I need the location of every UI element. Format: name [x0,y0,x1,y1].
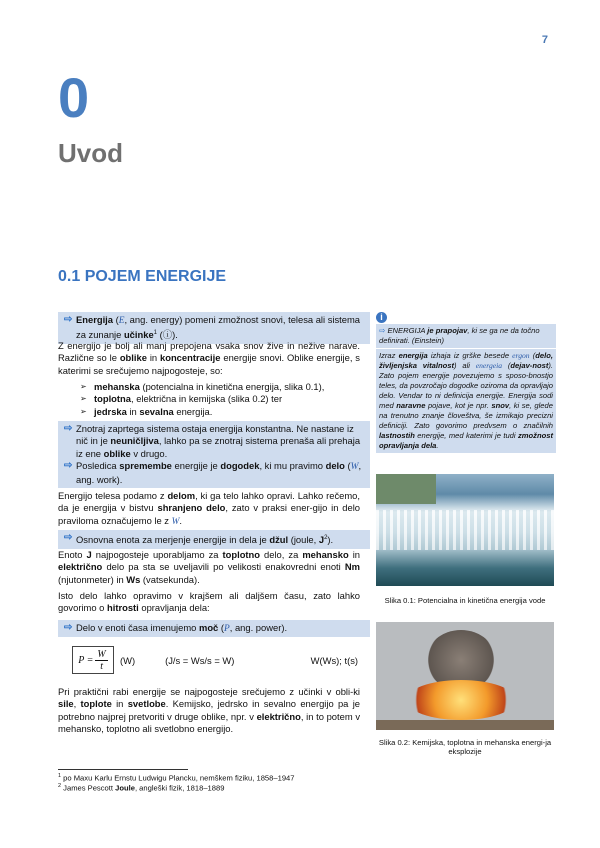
text: (ⓘ). [157,329,178,341]
term: mehanska [94,381,140,392]
symbol: E [118,316,125,326]
text: ). [327,534,334,546]
text: Energijo telesa podamo z [58,490,168,501]
term: sile [58,698,74,710]
page-number: 7 [541,34,548,46]
text: energije je [171,460,221,472]
arrow-right-icon: ⇨ [64,423,73,434]
waterfall-streaks [376,510,554,550]
term: džul [269,534,289,546]
term: sevalna [139,405,174,417]
term: zmožnost opravljanja dela [379,431,553,450]
chapter-title: Uvod [58,138,123,168]
definition-box-conservation [58,421,370,488]
term: moč [198,622,219,633]
sidebar-etymology [376,349,556,453]
list-item [80,381,360,393]
formula-variables: W(Ws); t(s) [310,654,358,666]
definition-box-power [58,620,370,637]
text: energije, med katerimi je tudi [414,431,518,440]
arrow-right-icon: ⇨ [64,314,73,325]
symbol: W [171,516,180,527]
text: energije snovi. Oblike energije, s katerimi se srečujemo najpogosteje, so: [58,352,360,376]
text: Z energijo je bolj ali manj prepojena vsaka snov žive in nežive narave. Različne so le [58,340,360,364]
text: , električna in kemijska (slika 0.2) ter [130,393,283,405]
footnote-marker: 2 [58,783,62,789]
term: delo, življenjska vitalnost [379,351,554,370]
figure-caption-2: Slika 0.2: Kemijska, toplotna in mehanska energi-ja eksplozije [378,738,552,756]
paragraph-forms [58,340,360,377]
text: ). Zato pojem energije povezujemo s sposo-bnostjo teles, da povzročajo dogodke oziroma da opravljajo delo. Vendar to ni definicija energije. Energija sodi med [379,361,553,410]
text: , angleški fizik, 1818–1889 [134,783,225,793]
text: in [146,352,161,364]
term: Nm [344,561,360,573]
paragraph-work [58,490,360,528]
formula-equivalence: (J/s = Ws/s = W) [165,654,235,666]
text: , ki se ga ne da točno definirati. (Einstein) [379,326,540,345]
paragraph-units [58,549,360,586]
sidebar-quote [376,324,556,348]
term: spremembe [119,460,172,472]
term: J [318,534,325,546]
text: Izraz [379,351,399,360]
symbol: W [350,462,359,473]
text: opravljanja dela: [138,602,210,614]
formula-denominator: t [100,660,103,672]
text: , ki se, glede na trenutno znanje človeštva, še izmikajo precizni definiciji. Zato govorimo predvsem o značilnih [379,401,553,430]
term: Ws [126,573,141,585]
text: , [73,698,81,710]
arrow-right-icon: ⇨ [379,326,388,335]
term: svetlobe [127,698,166,710]
term: dogodek [220,460,260,472]
footnote-ref[interactable]: 2 [324,535,328,541]
text: ( [218,622,224,633]
term: dejav-nost [510,361,549,370]
text: pojave, kot je npr. [425,401,492,410]
term: toplote [80,698,112,710]
paragraph-speed [58,590,360,615]
text: James Pescott [61,783,116,793]
text: , zato v praksi ener-gijo in delo praviloma označujemo le z [58,502,360,526]
footnote-2 [58,783,224,793]
list-item [80,406,360,418]
text: delo, za [260,549,303,560]
term: energija [398,351,428,360]
text: , ang. power). [229,622,288,633]
energy-forms-list [58,381,360,418]
formula-box [72,646,114,674]
ground [376,720,554,730]
arrow-right-icon: ⇨ [64,532,73,543]
text: izhaja iz grške besede [427,351,513,360]
text: ( [344,460,351,472]
greek-word: ergon [512,351,530,360]
section-heading: 0.1 POJEM ENERGIJE [58,268,227,285]
term: jedrska [94,405,127,417]
term: delo [325,460,345,472]
term: neuničljiva [110,435,159,447]
text: Delo v enoti časa imenujemo [76,622,199,633]
term: snov [491,401,510,410]
text: in [111,698,128,710]
arrow-right-icon: ⇨ [64,622,73,633]
text: Znotraj zaprtega sistema ostaja energija konstantna. Ne nastane iz nič in je [76,423,354,447]
term: lastnostih [379,431,415,440]
text: (njutonmeter) in [58,573,127,585]
text: . [179,514,183,526]
term: oblike [119,352,147,364]
waterfall-photo [376,474,554,586]
greek-word: energeia [475,361,503,370]
bullet-icon: ➢ [80,406,87,416]
term: oblike [103,447,131,459]
term: Joule [115,783,135,793]
term: toplotno [222,549,260,560]
text: (potencialna in kinetična energija, slika 0.1), [139,381,325,392]
term: delom [167,490,196,501]
text: in [126,405,140,417]
text: , ki ga telo lahko opravi. Lahko rečemo, da je energija v bistvu [58,490,360,514]
term: električno [256,710,301,722]
chapter-number: 0 [58,66,90,129]
text: Pri praktični rabi energije se najpogosteje srečujemo z učinki v obli-ki [58,686,360,697]
term: koncentracije [160,352,221,364]
text: , ang. energy) pomeni zmožnost snovi, telesa ali sistema za zunanje [76,314,360,341]
text: ( [529,351,536,360]
term: mehansko [302,549,349,560]
text: ) ali [454,361,476,370]
formula-numerator: W [97,648,106,660]
power-formula [72,646,358,674]
text: (vatsekunda). [140,573,200,585]
text: (joule, [288,534,319,546]
text: , lahko pa se znotraj sistema prenaša ali prehaja iz ene [76,435,361,459]
text: Posledica [76,460,120,472]
text: delo pa sta se uveljavili po velikosti enakovredni enoti [102,561,345,573]
term: shranjeno delo [157,502,226,514]
text: . Kemijsko, jedrsko in sevalno energijo pa je potrebno najprej pretvoriti v druge oblike, npr. v [58,698,360,722]
term: naravne [396,401,426,410]
text: ENERGIJA [387,326,428,335]
text: Enoto [58,549,87,560]
definition-box-unit [58,530,370,549]
text: Isto delo lahko opravimo v krajšem ali daljšem času, zato lahko govorimo o [58,590,360,614]
text: ( [502,361,511,370]
symbol: P [224,624,230,634]
footnote-ref[interactable]: 1 [153,330,157,337]
term: električno [58,561,103,573]
formula-unit: (W) [120,654,136,666]
sidebar-note [376,312,556,453]
info-icon: i [376,312,387,323]
text: energija. [173,405,213,417]
paragraph-practical-use [58,686,360,736]
term: učinke [123,329,154,341]
term: hitrosti [106,602,139,614]
arrow-right-icon: ⇨ [64,460,73,472]
text: , ang. work). [76,460,362,485]
term: J [86,549,92,560]
text: , in to potem v mehansko, toplotno ali svetlobno energijo. [58,710,361,735]
text: in [348,549,361,560]
text: . [436,441,439,450]
bullet-icon: ➢ [80,394,87,404]
text: po Maxu Karlu Ernstu Ludwigu Plancku, nemškem fiziku, 1858–1947 [61,773,295,783]
formula-lhs: P = [78,654,94,666]
list-item [80,393,360,405]
bullet-icon: ➢ [80,382,87,391]
text: ( [113,314,119,325]
term: toplotna [94,393,131,405]
fireball [406,680,516,720]
term: je prapojav [427,326,468,335]
term: Energija [76,314,113,325]
figure-caption-1: Slika 0.1: Potencialna in kinetična energija vode [384,596,546,605]
footnote-1 [58,773,295,783]
footnote-marker: 1 [58,773,62,779]
text: , ki mu pravimo [259,460,326,472]
text: Osnovna enota za merjenje energije in dela je [76,534,270,546]
waterfall-bank [376,474,436,504]
text: v drugo. [130,447,168,459]
text: najpogosteje uporabljamo za [91,549,223,560]
footnote-divider [58,769,188,770]
explosion-photo [376,622,554,730]
